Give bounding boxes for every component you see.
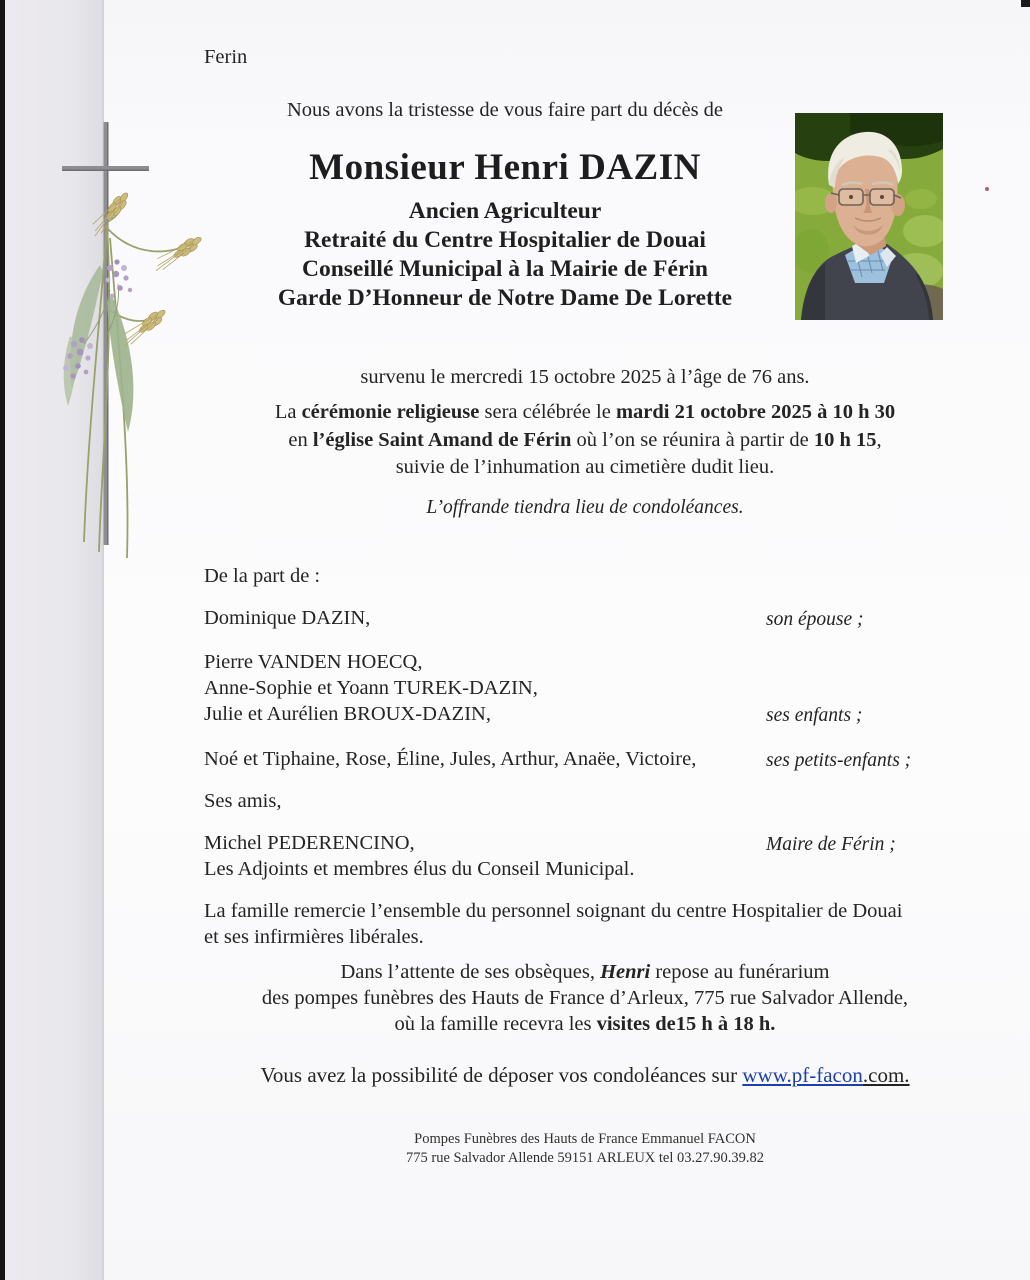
death-date-line: survenu le mercredi 15 octobre 2025 à l’âge de 76 ans. — [360, 366, 810, 388]
footer-line-2: 775 rue Salvador Allende 59151 ARLEUX tel 03.27.90.39.82 — [405, 1150, 765, 1166]
relation-label: son épouse ; — [766, 609, 864, 630]
location-label: Ferin — [204, 46, 248, 68]
family-name-line: Michel PEDERENCINO, — [204, 832, 415, 854]
deceased-name: Monsieur Henri DAZIN — [309, 147, 701, 188]
family-name-line: Noé et Tiphaine, Rose, Éline, Jules, Arthur, Anaëe, Victoire, — [204, 748, 697, 770]
relation-label: ses petits-enfants ; — [766, 750, 912, 771]
family-name-line: Anne-Sophie et Yoann TUREK-DAZIN, — [204, 677, 538, 699]
relation-label: ses enfants ; — [766, 705, 863, 726]
repose-line-3: où la famille recevra les visites de15 h à 18 h. — [394, 1013, 776, 1035]
repose-line-1: Dans l’attente de ses obsèques, Henri repose au funérarium — [340, 961, 830, 983]
family-name-line: Les Adjoints et membres élus du Conseil Municipal. — [204, 858, 635, 880]
ceremony-line-1: La cérémonie religieuse sera célébrée le mardi 21 octobre 2025 à 10 h 30 — [274, 401, 896, 423]
offering-line: L’offrande tiendra lieu de condoléances. — [426, 497, 744, 518]
scan-edge-left — [0, 0, 5, 1280]
deceased-subtitle: Conseillé Municipal à la Mairie de Férin — [302, 256, 708, 282]
condolences-line: Vous avez la possibilité de déposer vos condoléances sur www.pf-facon.com. — [260, 1063, 910, 1087]
thanks-line-2: et ses infirmières libérales. — [204, 926, 424, 948]
ceremony-line-2: en l’église Saint Amand de Férin où l’on se réunira à partir de 10 h 15, — [288, 429, 882, 451]
family-name-line: Julie et Aurélien BROUX-DAZIN, — [204, 703, 491, 725]
footer-line-1: Pompes Funèbres des Hauts de France Emmanuel FACON — [414, 1131, 756, 1147]
scan-speck — [985, 187, 989, 191]
intro-line: Nous avons la tristesse de vous faire part du décès de — [286, 99, 724, 121]
deceased-subtitle: Garde D’Honneur de Notre Dame De Lorette — [277, 285, 733, 311]
deceased-subtitle: Retraité du Centre Hospitalier de Douai — [304, 227, 706, 253]
ceremony-line-3: suivie de l’inhumation au cimetière dudit lieu. — [395, 456, 775, 478]
repose-line-2: des pompes funèbres des Hauts de France d’Arleux, 775 rue Salvador Allende, — [261, 987, 909, 1009]
family-name-line: Ses amis, — [204, 790, 282, 812]
family-name-line: Dominique DAZIN, — [204, 607, 371, 629]
deceased-subtitle: Ancien Agriculteur — [408, 198, 602, 224]
website-link[interactable]: www.pf-facon — [742, 1063, 863, 1087]
family-name-line: Pierre VANDEN HOECQ, — [204, 651, 423, 673]
from-label: De la part de : — [204, 565, 321, 587]
scan-corner-mark — [1021, 0, 1030, 7]
thanks-line-1: La famille remercie l’ensemble du personnel soignant du centre Hospitalier de Douai — [204, 900, 903, 922]
relation-label: Maire de Férin ; — [766, 834, 896, 855]
